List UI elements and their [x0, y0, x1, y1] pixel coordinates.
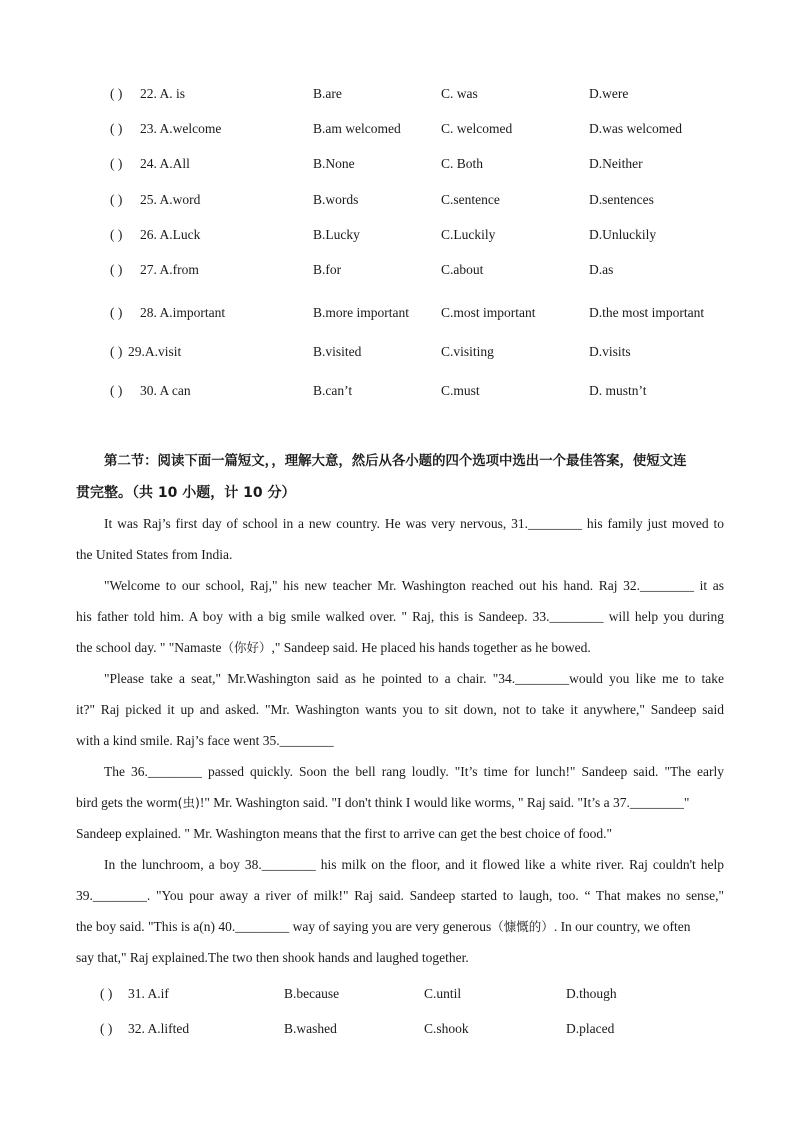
option-d: D.visits	[589, 344, 631, 359]
option-c: C. Both	[441, 156, 484, 171]
answer-bracket[interactable]: ( )	[110, 227, 123, 242]
option-c: C.sentence	[441, 192, 500, 207]
option-d: D.the most important	[589, 305, 705, 320]
option-d: D. mustn’t	[589, 383, 647, 398]
option-d: D.placed	[566, 1021, 615, 1036]
section-heading-cont: 贯完整。（共 10 小题，计 10 分）	[76, 485, 296, 501]
option-c: C.about	[441, 262, 484, 277]
passage-line: "Welcome to our school, Raj," his new teacher Mr. Washington reached out his hand. Raj 32.________ it as	[104, 578, 724, 593]
passage-line: It was Raj’s first day of school in a new country. He was very nervous, 31.________ his family just moved to	[104, 516, 724, 531]
passage-line	[76, 787, 724, 818]
option-d: D.Neither	[589, 156, 643, 171]
question-29	[0, 342, 794, 362]
option-c: C.must	[441, 383, 480, 398]
option-b: B.because	[284, 986, 340, 1001]
chinese-gloss: (虫)	[177, 795, 200, 810]
question-31	[0, 984, 794, 1004]
passage-text: the boy said. "This is a(n) 40.________ way of saying you are very generous	[76, 919, 492, 934]
option-b: B.for	[313, 262, 342, 277]
option-c: C.most important	[441, 305, 536, 320]
passage-line: his father told him. A boy with a big smile walked over. " Raj, this is Sandeep. 33.________ will help you during	[76, 609, 724, 624]
passage-line	[76, 911, 724, 942]
section-heading: 第二节：阅读下面一篇短文，，理解大意，然后从各小题的四个选项中选出一个最佳答案，使短文连	[104, 454, 687, 469]
option-a: 25. A.word	[140, 192, 201, 207]
option-b: B.can’t	[313, 383, 353, 398]
passage-text: ," Sandeep said. He placed his hands together as he bowed.	[271, 640, 591, 655]
option-c: C.visiting	[441, 344, 494, 359]
answer-bracket[interactable]: ( )	[100, 986, 113, 1001]
option-c: C.Luckily	[441, 227, 496, 242]
option-a: 22. A. is	[140, 86, 186, 101]
option-a: 26. A.Luck	[140, 227, 201, 242]
option-b: B.words	[313, 192, 359, 207]
passage-line	[76, 632, 724, 663]
question-22	[0, 84, 794, 104]
answer-bracket[interactable]: ( )	[100, 1021, 113, 1036]
passage-text: bird gets the worm	[76, 795, 178, 810]
option-d: D.were	[589, 86, 629, 101]
option-a: 29.A.visit	[128, 344, 182, 359]
passage-line: Sandeep explained. " Mr. Washington means that the first to arrive can get the best choice of food."	[76, 826, 613, 841]
option-d: D.was welcomed	[589, 121, 682, 136]
option-b: B.Lucky	[313, 227, 360, 242]
option-a: 28. A.important	[140, 305, 226, 320]
option-b: B.am welcomed	[313, 121, 401, 136]
passage-line: 39.________. "You pour away a river of milk!" Raj said. Sandeep started to laugh, too. “ That makes no sense,"	[76, 888, 724, 903]
chinese-gloss: （慷慨的）	[491, 919, 554, 934]
option-d: D.though	[566, 986, 617, 1001]
passage-line: with a kind smile. Raj’s face went 35.________	[76, 733, 334, 748]
passage-line: say that," Raj explained.The two then shook hands and laughed together.	[76, 950, 469, 965]
question-30	[0, 381, 794, 401]
question-23	[0, 119, 794, 139]
passage-line: the United States from India.	[76, 547, 233, 562]
option-d: D.Unluckily	[589, 227, 657, 242]
option-c: C. was	[441, 86, 478, 101]
passage-text: the school day. " "Namaste	[76, 640, 222, 655]
option-b: B.more important	[313, 305, 409, 320]
passage	[76, 508, 724, 973]
option-a: 31. A.if	[128, 986, 169, 1001]
option-a: 32. A.lifted	[128, 1021, 190, 1036]
question-24	[0, 154, 794, 174]
answer-bracket[interactable]: ( )	[110, 344, 123, 359]
option-d: D.sentences	[589, 192, 654, 207]
option-b: B.washed	[284, 1021, 337, 1036]
option-a: 27. A.from	[140, 262, 199, 277]
passage-line: In the lunchroom, a boy 38.________ his milk on the floor, and it flowed like a white river. Raj couldn't help	[104, 857, 724, 872]
answer-bracket[interactable]: ( )	[110, 121, 123, 136]
answer-bracket[interactable]: ( )	[110, 86, 123, 101]
answer-bracket[interactable]: ( )	[110, 262, 123, 277]
option-a: 23. A.welcome	[140, 121, 222, 136]
option-a: 30. A can	[140, 383, 191, 398]
option-d: D.as	[589, 262, 614, 277]
passage-line: it?" Raj picked it up and asked. "Mr. Washington wants you to sit down, not to take it anywhere," Sandeep said	[76, 702, 724, 717]
option-a: 24. A.All	[140, 156, 190, 171]
question-32	[0, 1019, 794, 1039]
option-b: B.are	[313, 86, 342, 101]
question-27	[0, 260, 794, 280]
question-25	[0, 190, 794, 210]
option-b: B.None	[313, 156, 355, 171]
passage-line: The 36.________ passed quickly. Soon the bell rang loudly. "It’s time for lunch!" Sandeep said. "The early	[104, 764, 724, 779]
passage-text: . In our country, we often	[553, 919, 691, 934]
option-c: C. welcomed	[441, 121, 513, 136]
question-28	[0, 303, 794, 323]
passage-line: "Please take a seat," Mr.Washington said as he pointed to a chair. "34.________would you like me to take	[104, 671, 724, 686]
option-c: C.until	[424, 986, 462, 1001]
option-c: C.shook	[424, 1021, 469, 1036]
question-26	[0, 225, 794, 245]
answer-bracket[interactable]: ( )	[110, 383, 123, 398]
passage-text: !" Mr. Washington said. "I don't think I would like worms, " Raj said. "It’s a 37.________"	[199, 795, 690, 810]
chinese-gloss: （你好）	[221, 640, 272, 655]
answer-bracket[interactable]: ( )	[110, 156, 123, 171]
answer-bracket[interactable]: ( )	[110, 192, 123, 207]
answer-bracket[interactable]: ( )	[110, 305, 123, 320]
option-b: B.visited	[313, 344, 362, 359]
